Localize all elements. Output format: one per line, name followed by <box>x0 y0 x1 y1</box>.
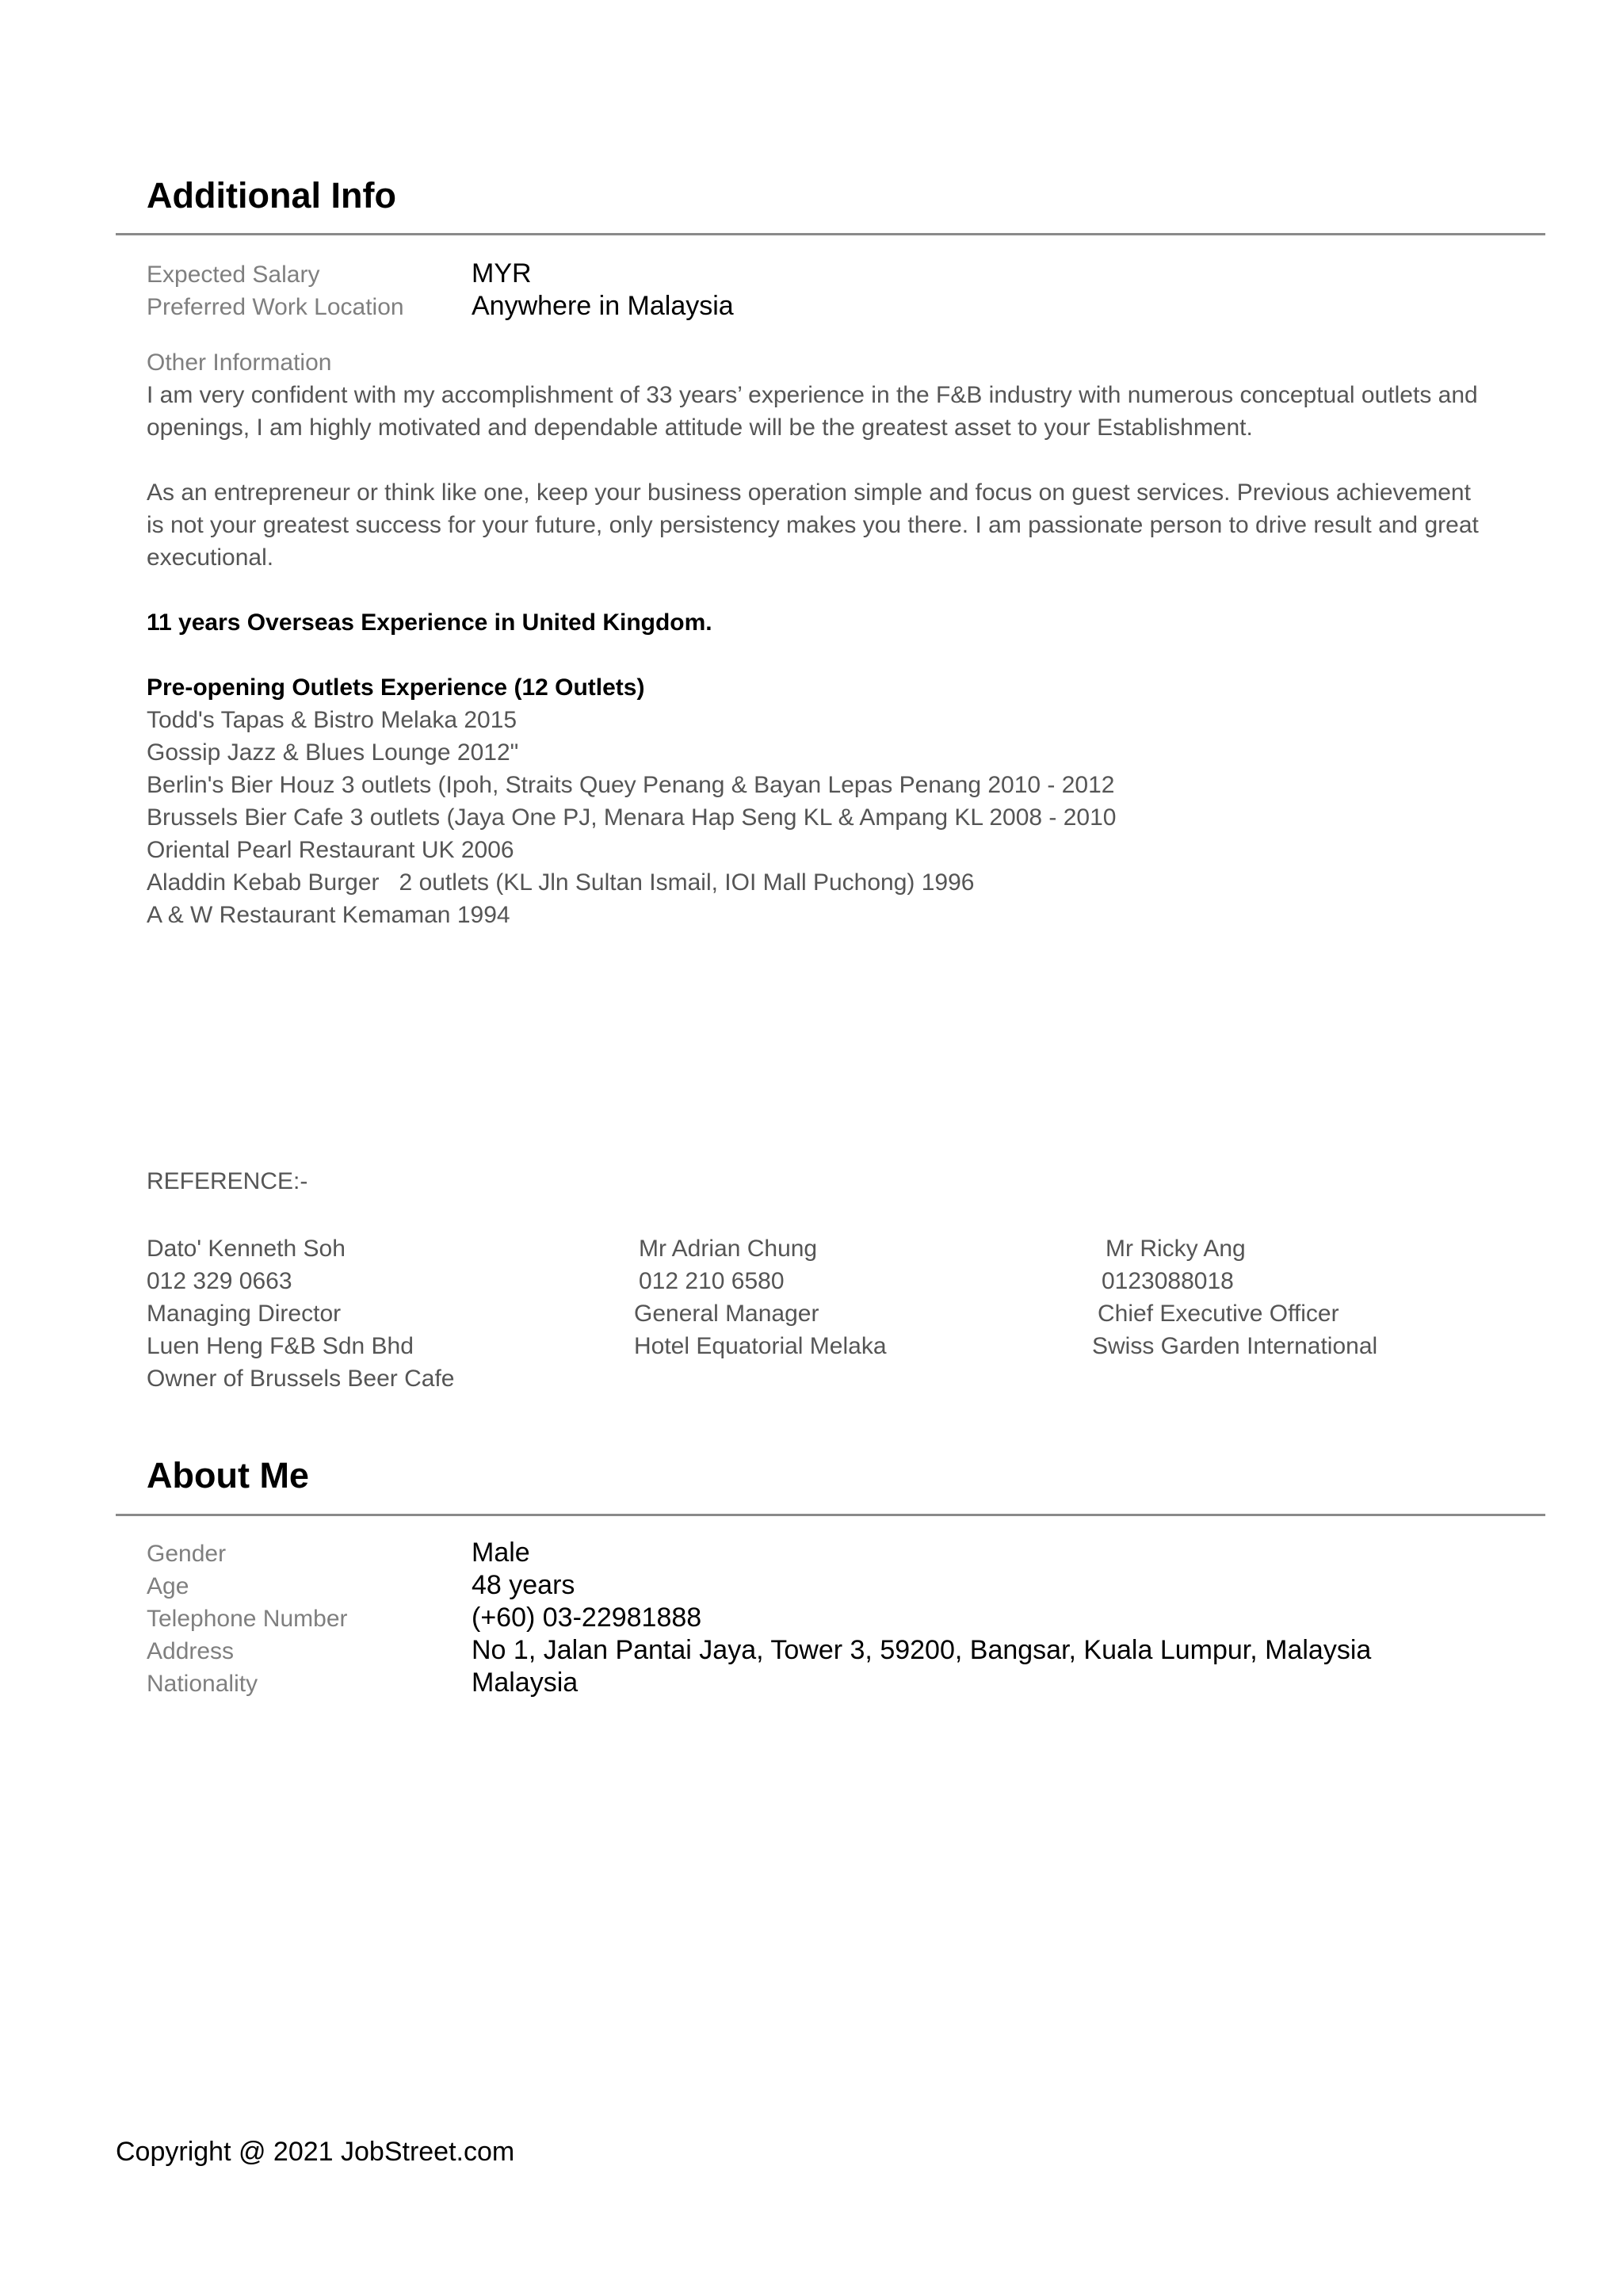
overseas-experience: 11 years Overseas Experience in United Kingdom. <box>147 609 712 636</box>
preopening-heading: Pre-opening Outlets Experience (12 Outlets) <box>147 674 645 701</box>
paragraph: As an entrepreneur or think like one, keep your business operation simple and focus on guest services. Previous achievement is not your greatest success for your future, only persistency makes you there. I am passionate person to drive result and great executional. <box>147 479 1479 571</box>
expected-salary-row <box>147 258 1494 291</box>
reference-card <box>1092 1232 1378 1362</box>
field-label: Expected Salary <box>147 262 320 288</box>
reference-name: Dato' Kenneth Soh <box>147 1236 346 1262</box>
outlet-item: Todd's Tapas & Bistro Melaka 2015 <box>147 707 517 733</box>
reference-title: General Manager <box>634 1301 819 1327</box>
reference-label: REFERENCE:- <box>147 1168 308 1194</box>
reference-name: Mr Ricky Ang <box>1106 1236 1246 1262</box>
field-value: 48 years <box>472 1570 575 1600</box>
other-information-body <box>147 379 1494 931</box>
field-value: Anywhere in Malaysia <box>472 291 734 321</box>
outlet-item: Aladdin Kebab Burger 2 outlets (KL Jln Sultan Ismail, IOI Mall Puchong) 1996 <box>147 869 975 896</box>
reference-title: Chief Executive Officer <box>1098 1301 1339 1327</box>
reference-phone: 012 210 6580 <box>639 1268 785 1294</box>
nationality-row <box>147 1668 1494 1700</box>
field-label: Address <box>147 1638 235 1664</box>
reference-card <box>147 1232 455 1395</box>
field-label: Age <box>147 1573 189 1599</box>
field-label: Nationality <box>147 1671 258 1697</box>
copyright-text: Copyright @ 2021 JobStreet.com <box>116 2137 515 2167</box>
reference-title: Managing Director <box>147 1301 342 1327</box>
about-me-title: About Me <box>147 1455 309 1496</box>
reference-company: Swiss Garden International <box>1092 1333 1378 1359</box>
field-label: Preferred Work Location <box>147 294 404 320</box>
reference-company: Hotel Equatorial Melaka <box>634 1333 887 1359</box>
about-me-fields <box>147 1538 1494 1700</box>
gender-row <box>147 1538 1494 1570</box>
field-value: Malaysia <box>472 1668 579 1698</box>
reference-phone: 012 329 0663 <box>147 1268 292 1294</box>
field-label: Gender <box>147 1541 227 1567</box>
reference-phone: 0123088018 <box>1102 1268 1234 1294</box>
reference-name: Mr Adrian Chung <box>639 1236 818 1262</box>
reference-company: Luen Heng F&B Sdn Bhd <box>147 1333 414 1359</box>
outlet-item: Berlin's Bier Houz 3 outlets (Ipoh, Straits Quey Penang & Bayan Lepas Penang 2010 - 2012 <box>147 772 1115 798</box>
outlet-item: Brussels Bier Cafe 3 outlets (Jaya One PJ, Menara Hap Seng KL & Ampang KL 2008 - 2010 <box>147 804 1117 831</box>
reference-card <box>634 1232 887 1362</box>
age-row <box>147 1570 1494 1603</box>
other-information-label: Other Information <box>147 350 332 376</box>
field-value: No 1, Jalan Pantai Jaya, Tower 3, 59200, Bangsar, Kuala Lumpur, Malaysia <box>472 1635 1372 1665</box>
preferred-location-row <box>147 291 1494 323</box>
outlet-item: A & W Restaurant Kemaman 1994 <box>147 902 510 928</box>
field-value: MYR <box>472 258 532 288</box>
additional-info-title: Additional Info <box>147 175 396 216</box>
outlet-item: Gossip Jazz & Blues Lounge 2012" <box>147 739 519 766</box>
field-value: Male <box>472 1538 530 1568</box>
field-label: Telephone Number <box>147 1606 348 1632</box>
section-divider <box>116 1514 1545 1516</box>
outlet-item: Oriental Pearl Restaurant UK 2006 <box>147 837 514 863</box>
field-value: (+60) 03-22981888 <box>472 1603 702 1633</box>
additional-info-fields <box>147 258 1494 323</box>
paragraph: I am very confident with my accomplishment of 33 years’ experience in the F&B industry with numerous conceptual outlets and openings, I am highly motivated and dependable attitude will be the greatest asset to your Establishment. <box>147 382 1478 441</box>
reference-note: Owner of Brussels Beer Cafe <box>147 1366 455 1392</box>
telephone-row <box>147 1603 1494 1635</box>
address-row <box>147 1635 1494 1668</box>
section-divider <box>116 233 1545 235</box>
